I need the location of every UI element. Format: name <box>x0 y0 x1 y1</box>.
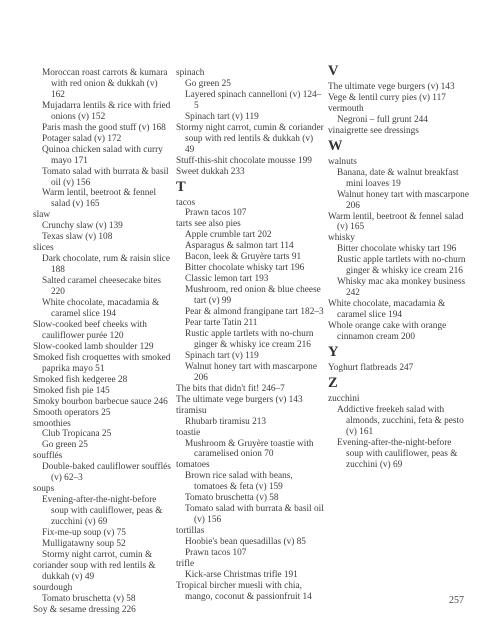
index-subentry: Banana, date & walnut breakfast mini loaves 19 <box>337 167 459 189</box>
index-subentry: Mulligatawny soup 52 <box>42 538 126 549</box>
index-entry: The ultimate vege burgers (v) 143 <box>176 394 303 405</box>
index-subentry: Go green 25 <box>185 78 231 89</box>
index-entry: vermouth <box>328 103 364 114</box>
page-number: 257 <box>449 595 464 606</box>
index-subentry: Moroccan roast carrots & kumara with red onion & dukkah (v) 162 <box>42 68 168 100</box>
index-entry: whisky <box>328 233 355 244</box>
index-section-letter: V <box>328 63 339 79</box>
index-entry: Tropical bircher muesli with chia, mango, coconut & passionfruit 14 <box>176 580 312 602</box>
index-entry: slices <box>33 243 54 254</box>
index-entry: Vege & lentil curry pies (v) 117 <box>328 92 446 103</box>
index-section-letter: T <box>176 178 186 195</box>
index-subentry: Dark chocolate, rum & raisin slice 188 <box>42 254 171 276</box>
index-entry: walnuts <box>328 156 357 167</box>
index-entry: trifle <box>176 558 195 569</box>
index-entry: zucchini <box>328 393 360 404</box>
index-entry: Warm lentil, beetroot & fennel salad (v) 165 <box>328 211 464 233</box>
index-subentry: Classic lemon tart 193 <box>185 274 269 285</box>
index-section-letter: Y <box>328 343 339 360</box>
index-subentry: Evening-after-the-night-before soup with cauliflower, peas & zucchini (v) 69 <box>42 495 163 528</box>
index-entry: Smooth operators 25 <box>33 407 111 418</box>
index-entry: tacos <box>176 197 196 208</box>
index-subentry: Tomato salad with burrata & basil oil (v) 156 <box>185 504 324 526</box>
index-subentry: Mushroom, red onion & blue cheese tart (v) 99 <box>185 285 321 307</box>
index-subentry: Crunchy slaw (v) 139 <box>42 221 123 232</box>
index-subentry: Bitter chocolate whisky tart 196 <box>337 244 457 255</box>
index-entry: Sweet dukkah 233 <box>176 166 245 177</box>
index-entry: vinaigrette see dressings <box>328 125 419 136</box>
index-entry: tiramisu <box>176 405 207 416</box>
index-subentry: Pear tarte Tatin 211 <box>185 318 258 329</box>
index-entry: The bits that didn't fit! 246–7 <box>176 383 285 394</box>
index-subentry: Kick-arse Christmas trifle 191 <box>185 569 298 580</box>
index-section-letter: W <box>328 137 343 154</box>
index-section-letter: Z <box>328 374 338 391</box>
index-subentry: Rustic apple tartlets with no-churn ginger & whisky ice cream 216 <box>337 255 466 277</box>
index-subentry: Bitter chocolate whisky tart 196 <box>185 263 305 274</box>
index-subentry: Whisky mac aka monkey business 242 <box>337 277 466 299</box>
index-entry: Smoked fish kedgeree 28 <box>33 374 128 385</box>
index-subentry: Paris mash the good stuff (v) 168 <box>42 122 166 133</box>
index-column-2 <box>176 68 324 603</box>
index-subentry: Asparagus & salmon tart 114 <box>185 241 294 252</box>
index-subentry: Stormy night carrot, cumin & <box>42 549 153 560</box>
index-subentry: Quinoa chicken salad with curry mayo 171 <box>42 144 163 166</box>
index-subentry: Mushroom & Gruyère toastie with caramelised onion 70 <box>185 438 314 460</box>
index-subentry: Warm lentil, beetroot & fennel salad (v) 165 <box>42 188 157 210</box>
index-entry: tomatoes <box>176 460 210 471</box>
index-column-3 <box>328 63 470 471</box>
index-entry: Soy & sesame dressing 226 <box>33 604 136 615</box>
index-entry: White chocolate, macadamia & caramel slice 194 <box>328 299 446 321</box>
index-entry: Slow-cooked lamb shoulder 129 <box>33 341 154 352</box>
index-subentry: Prawn tacos 107 <box>185 548 247 559</box>
index-subentry: Layered spinach cannelloni (v) 124–5 <box>185 89 322 111</box>
index-entry: slaw <box>33 210 51 221</box>
index-subentry: Fix-me-up soup (v) 75 <box>42 528 126 539</box>
index-subentry: Tomato bruschetta (v) 58 <box>42 593 136 604</box>
index-subentry: Hoobie's bean quesadillas (v) 85 <box>185 537 306 548</box>
index-subentry-continuation: coriander soup with red lentils & dukkah (v) 49 <box>33 560 156 582</box>
index-subentry: Tomato bruschetta (v) 58 <box>185 493 279 504</box>
index-subentry: Addictive freekeh salad with almonds, zucchini, feta & pesto (v) 161 <box>337 404 464 437</box>
index-subentry: Club Tropicana 25 <box>42 429 112 440</box>
index-subentry: Walnut honey tart with mascarpone 206 <box>185 361 317 383</box>
index-entry: Stormy night carrot, cumin & coriander soup with red lentils & dukkah (v) 49 <box>176 122 324 155</box>
index-subentry: White chocolate, macadamia & caramel slice 194 <box>42 298 160 319</box>
index-subentry: Walnut honey tart with mascarpone 206 <box>337 189 469 211</box>
index-subentry: Pear & almond frangipane tart 182–3 <box>185 307 324 318</box>
index-subentry: Tomato salad with burrata & basil oil (v) 156 <box>42 166 169 188</box>
index-subentry: Brown rice salad with beans, tomatoes & feta (v) 159 <box>185 471 293 493</box>
index-subentry: Rhubarb tiramisu 213 <box>185 416 267 427</box>
index-entry: spinach <box>176 68 205 78</box>
index-column-1 <box>33 68 173 616</box>
index-subentry: Prawn tacos 107 <box>185 208 247 219</box>
index-entry: Yoghurt flatbreads 247 <box>328 362 414 373</box>
index-entry: Smoky bourbon barbecue sauce 246 <box>33 396 168 407</box>
index-subentry: Spinach tart (v) 119 <box>185 350 259 361</box>
index-subentry: Rustic apple tartlets with no-churn ginger & whisky ice cream 216 <box>185 328 314 350</box>
index-subentry: Salted caramel cheesecake bites 220 <box>42 276 161 298</box>
index-entry: soups <box>33 484 55 495</box>
index-subentry: Texas slaw (v) 108 <box>42 232 113 243</box>
index-entry: soufflés <box>33 451 63 462</box>
index-entry: tortillas <box>176 526 205 537</box>
index-entry: tarts see also pies <box>176 219 241 230</box>
index-entry: The ultimate vege burgers (v) 143 <box>328 82 455 92</box>
index-subentry: Spinach tart (v) 119 <box>185 111 259 122</box>
index-entry: Stuff-this-shit chocolate mousse 199 <box>176 155 312 166</box>
index-entry: Smoked fish croquettes with smoked paprika mayo 51 <box>33 352 171 374</box>
index-subentry: Mujadarra lentils & rice with fried onions (v) 152 <box>42 100 171 122</box>
index-subentry: Go green 25 <box>42 440 88 451</box>
index-subentry: Potager salad (v) 172 <box>42 133 122 144</box>
index-entry: Smoked fish pie 145 <box>33 385 110 396</box>
index-entry: Slow-cooked beef cheeks with cauliflower purée 120 <box>33 319 147 341</box>
index-entry: smoothies <box>33 418 71 429</box>
index-entry: Whole orange cake with orange cinnamon cream 200 <box>328 321 447 343</box>
index-subentry: Negroni – full grunt 244 <box>337 114 428 125</box>
index-entry: toastie <box>176 427 201 438</box>
index-entry: sourdough <box>33 582 73 593</box>
index-subentry: Double-baked cauliflower soufflés (v) 62–3 <box>42 462 171 484</box>
index-subentry: Apple crumble tart 202 <box>185 230 272 241</box>
index-subentry: Evening-after-the-night-before soup with cauliflower, peas & zucchini (v) 69 <box>337 437 458 470</box>
index-subentry: Bacon, leek & Gruyère tarts 91 <box>185 252 302 263</box>
